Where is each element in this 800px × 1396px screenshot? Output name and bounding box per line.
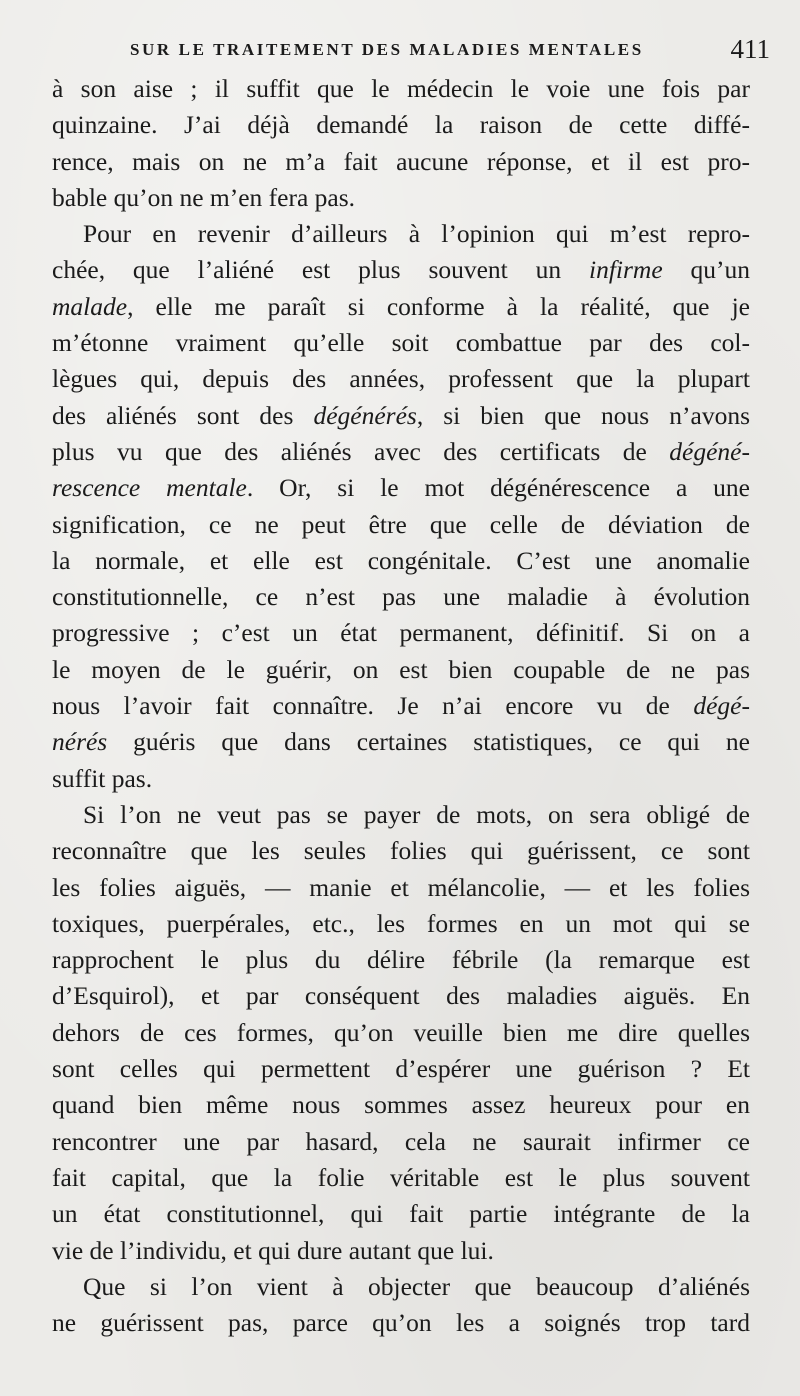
text-line: rescence mentale. Or, si le mot dégénérescence a une [52, 473, 750, 503]
text-line: suffit pas. [52, 763, 153, 793]
text-line: ne guérissent pas, parce qu’on les a soignés trop tard [52, 1308, 750, 1338]
text-line: le moyen de le guérir, on est bien coupable de ne pas [52, 654, 750, 684]
text-line: bable qu’on ne m’en fera pas. [52, 182, 356, 212]
text-line: quand bien même nous sommes assez heureux pour en [52, 1090, 750, 1120]
text-line: quinzaine. J’ai déjà demandé la raison de cette diffé- [52, 110, 750, 140]
text-line: progressive ; c’est un état permanent, définitif. Si on a [52, 618, 750, 648]
text-line: des aliénés sont des dégénérés, si bien que nous n’avons [52, 400, 750, 430]
text-line: Que si l’on vient à objecter que beaucoup d’aliénés [83, 1271, 750, 1301]
running-title: SUR LE TRAITEMENT DES MALADIES MENTALES [130, 40, 644, 59]
text-line: rapprochent le plus du délire fébrile (la remarque est [52, 945, 750, 975]
page-header [130, 34, 770, 74]
text-line: lègues qui, depuis des années, professent que la plupart [52, 364, 750, 394]
body-text [52, 71, 750, 1341]
text-line: vie de l’individu, et qui dure autant que lui. [52, 1235, 494, 1265]
text-line: sont celles qui permettent d’espérer une guérison ? Et [52, 1054, 750, 1084]
text-line: plus vu que des aliénés avec des certificats de dégéné- [52, 436, 750, 466]
text-line: chée, que l’aliéné est plus souvent un infirme qu’un [52, 255, 750, 285]
text-line: nérés guéris que dans certaines statistiques, ce qui ne [52, 727, 750, 757]
text-line: malade, elle me paraît si conforme à la réalité, que je [52, 291, 750, 321]
text-line: d’Esquirol), et par conséquent des maladies aiguës. En [52, 981, 750, 1011]
text-line: constitutionnelle, ce n’est pas une maladie à évolution [52, 582, 750, 612]
text-line: nous l’avoir fait connaître. Je n’ai encore vu de dégé- [52, 691, 750, 721]
page-number: 411 [730, 34, 770, 64]
text-line: les folies aiguës, — manie et mélancolie, — et les folies [52, 872, 750, 902]
text-line: Pour en revenir d’ailleurs à l’opinion qui m’est repro- [83, 219, 750, 249]
text-line: toxiques, puerpérales, etc., les formes en un mot qui se [52, 908, 750, 938]
text-line: signification, ce ne peut être que celle de déviation de [52, 509, 750, 539]
text-line: un état constitutionnel, qui fait partie intégrante de la [52, 1199, 750, 1229]
text-line: la normale, et elle est congénitale. C’est une anomalie [52, 545, 750, 575]
text-line: fait capital, que la folie véritable est le plus souvent [52, 1162, 750, 1192]
text-line: reconnaître que les seules folies qui guérissent, ce sont [52, 836, 750, 866]
text-line: m’étonne vraiment qu’elle soit combattue par des col- [52, 328, 750, 358]
text-line: à son aise ; il suffit que le médecin le voie une fois par [52, 74, 750, 103]
text-line: Si l’on ne veut pas se payer de mots, on sera obligé de [83, 799, 750, 829]
text-line: rencontrer une par hasard, cela ne saurait infirmer ce [52, 1126, 750, 1156]
text-line: rence, mais on ne m’a fait aucune réponse, et il est pro- [52, 146, 750, 176]
text-line: dehors de ces formes, qu’on veuille bien me dire quelles [52, 1017, 750, 1047]
